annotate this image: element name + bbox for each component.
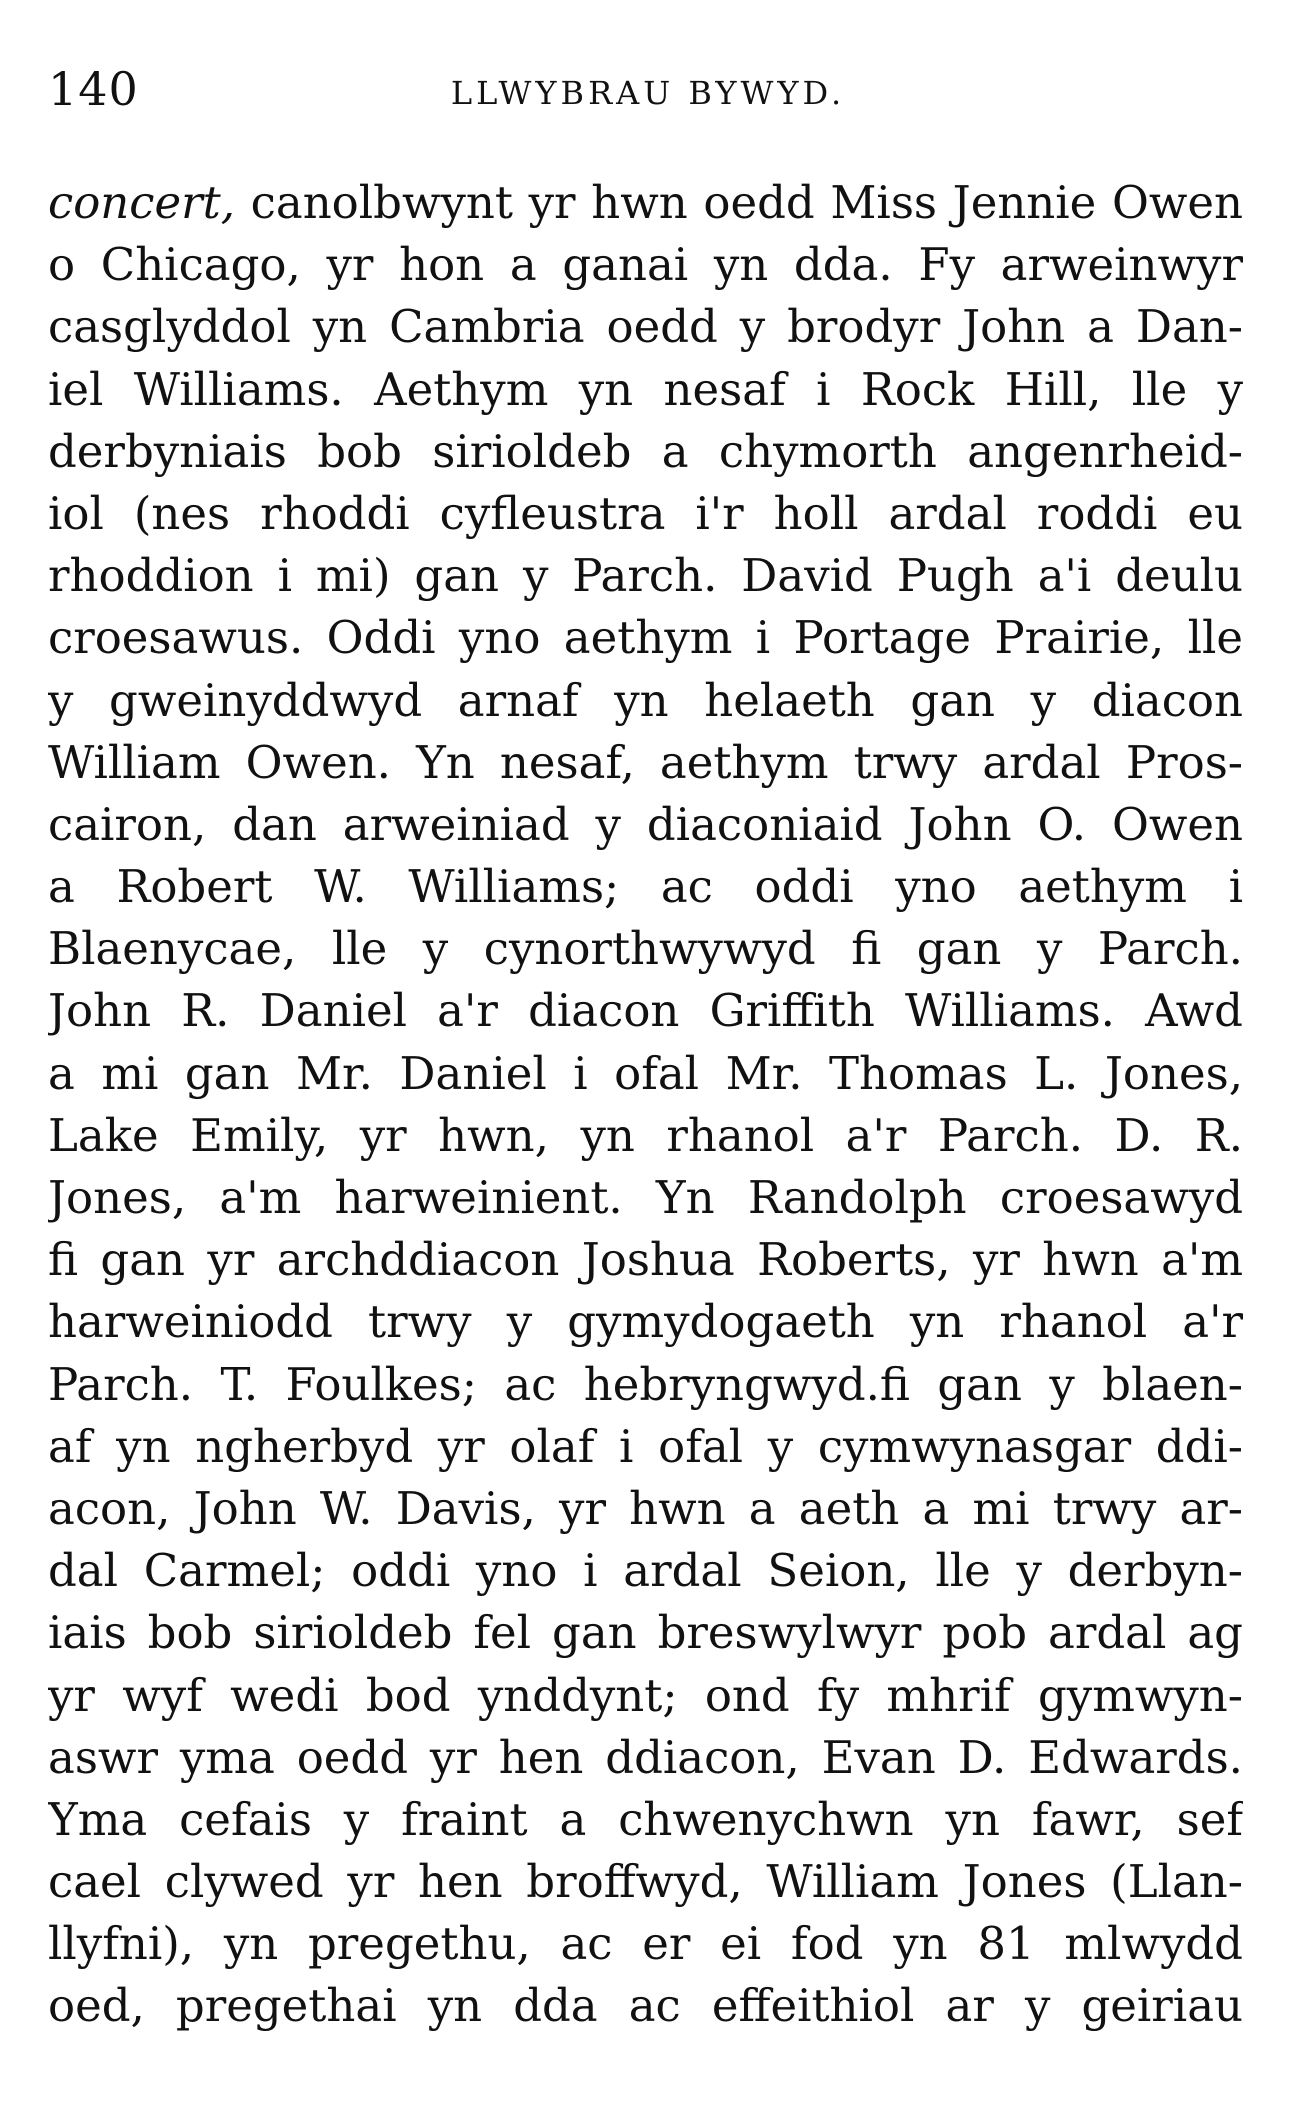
text-line: dal Carmel; oddi yno i ardal Seion, lle y derbyn-	[48, 1544, 1243, 1598]
text-line: casglyddol yn Cambria oedd y brodyr John a Dan-	[48, 300, 1243, 354]
text-line: harweiniodd trwy y gymydogaeth yn rhanol a'r	[48, 1295, 1243, 1349]
text-line: Lake Emily, yr hwn, yn rhanol a'r Parch. D. R.	[48, 1108, 1243, 1162]
text-line: oed, pregethai yn dda ac effeithiol ar y geiriau	[48, 1979, 1243, 2033]
italic-word: concert,	[48, 176, 236, 229]
text-line: Blaenycae, lle y cynorthwywyd fi gan y Parch.	[48, 922, 1243, 976]
text-line: y gweinyddwyd arnaf yn helaeth gan y diacon	[48, 673, 1243, 727]
text-line	[48, 172, 1243, 234]
text-line: cairon, dan arweiniad y diaconiaid John O. Owen	[48, 797, 1243, 851]
text-line: a Robert W. Williams; ac oddi yno aethym i	[48, 860, 1243, 914]
page-number: 140	[48, 62, 139, 116]
text-line: Jones, a'm harweinient. Yn Randolph croesawyd	[48, 1171, 1243, 1224]
page-header	[48, 62, 1248, 132]
text-line: William Owen. Yn nesaf, aethym trwy ardal Pros-	[48, 735, 1243, 789]
text-line: o Chicago, yr hon a ganai yn dda. Fy arweinwyr	[48, 238, 1243, 292]
running-title: LLWYBRAU BYWYD.	[450, 74, 846, 112]
text-line: fi gan yr archddiacon Joshua Roberts, yr hwn a'm	[48, 1233, 1243, 1287]
text-line: croesawus. Oddi yno aethym i Portage Prairie, lle	[48, 611, 1243, 665]
text-line: rhoddion i mi) gan y Parch. David Pugh a'i deulu	[48, 549, 1243, 603]
line-continuation: canolbwynt yr hwn oedd Miss Jennie Owen	[235, 176, 1243, 229]
body-text	[48, 172, 1243, 2038]
text-line: iol (nes rhoddi cyfleustra i'r holl ardal roddi eu	[48, 486, 1243, 540]
text-line: cael clywed yr hen broffwyd, William Jones (Llan-	[48, 1855, 1243, 1909]
text-line: John R. Daniel a'r diacon Griffith Williams. Awd	[48, 984, 1243, 1038]
text-line: llyfni), yn pregethu, ac er ei fod yn 81 mlwydd	[48, 1917, 1243, 1971]
text-line: Parch. T. Foulkes; ac hebryngwyd.fi gan y blaen-	[48, 1357, 1243, 1411]
text-line: af yn ngherbyd yr olaf i ofal y cymwynasgar ddi-	[48, 1419, 1243, 1473]
text-line: iel Williams. Aethym yn nesaf i Rock Hill, lle y	[48, 362, 1243, 416]
text-line: a mi gan Mr. Daniel i ofal Mr. Thomas L. Jones,	[48, 1046, 1243, 1100]
text-line: derbyniais bob sirioldeb a chymorth angenrheid-	[48, 424, 1243, 478]
text-line: yr wyf wedi bod ynddynt; ond fy mhrif gymwyn-	[48, 1668, 1243, 1722]
text-line: aswr yma oedd yr hen ddiacon, Evan D. Edwards.	[48, 1730, 1243, 1784]
text-line: Yma cefais y fraint a chwenychwn yn fawr, sef	[48, 1792, 1243, 1846]
text-line: acon, John W. Davis, yr hwn a aeth a mi trwy ar-	[48, 1481, 1243, 1535]
text-line: iais bob sirioldeb fel gan breswylwyr pob ardal ag	[48, 1606, 1243, 1660]
